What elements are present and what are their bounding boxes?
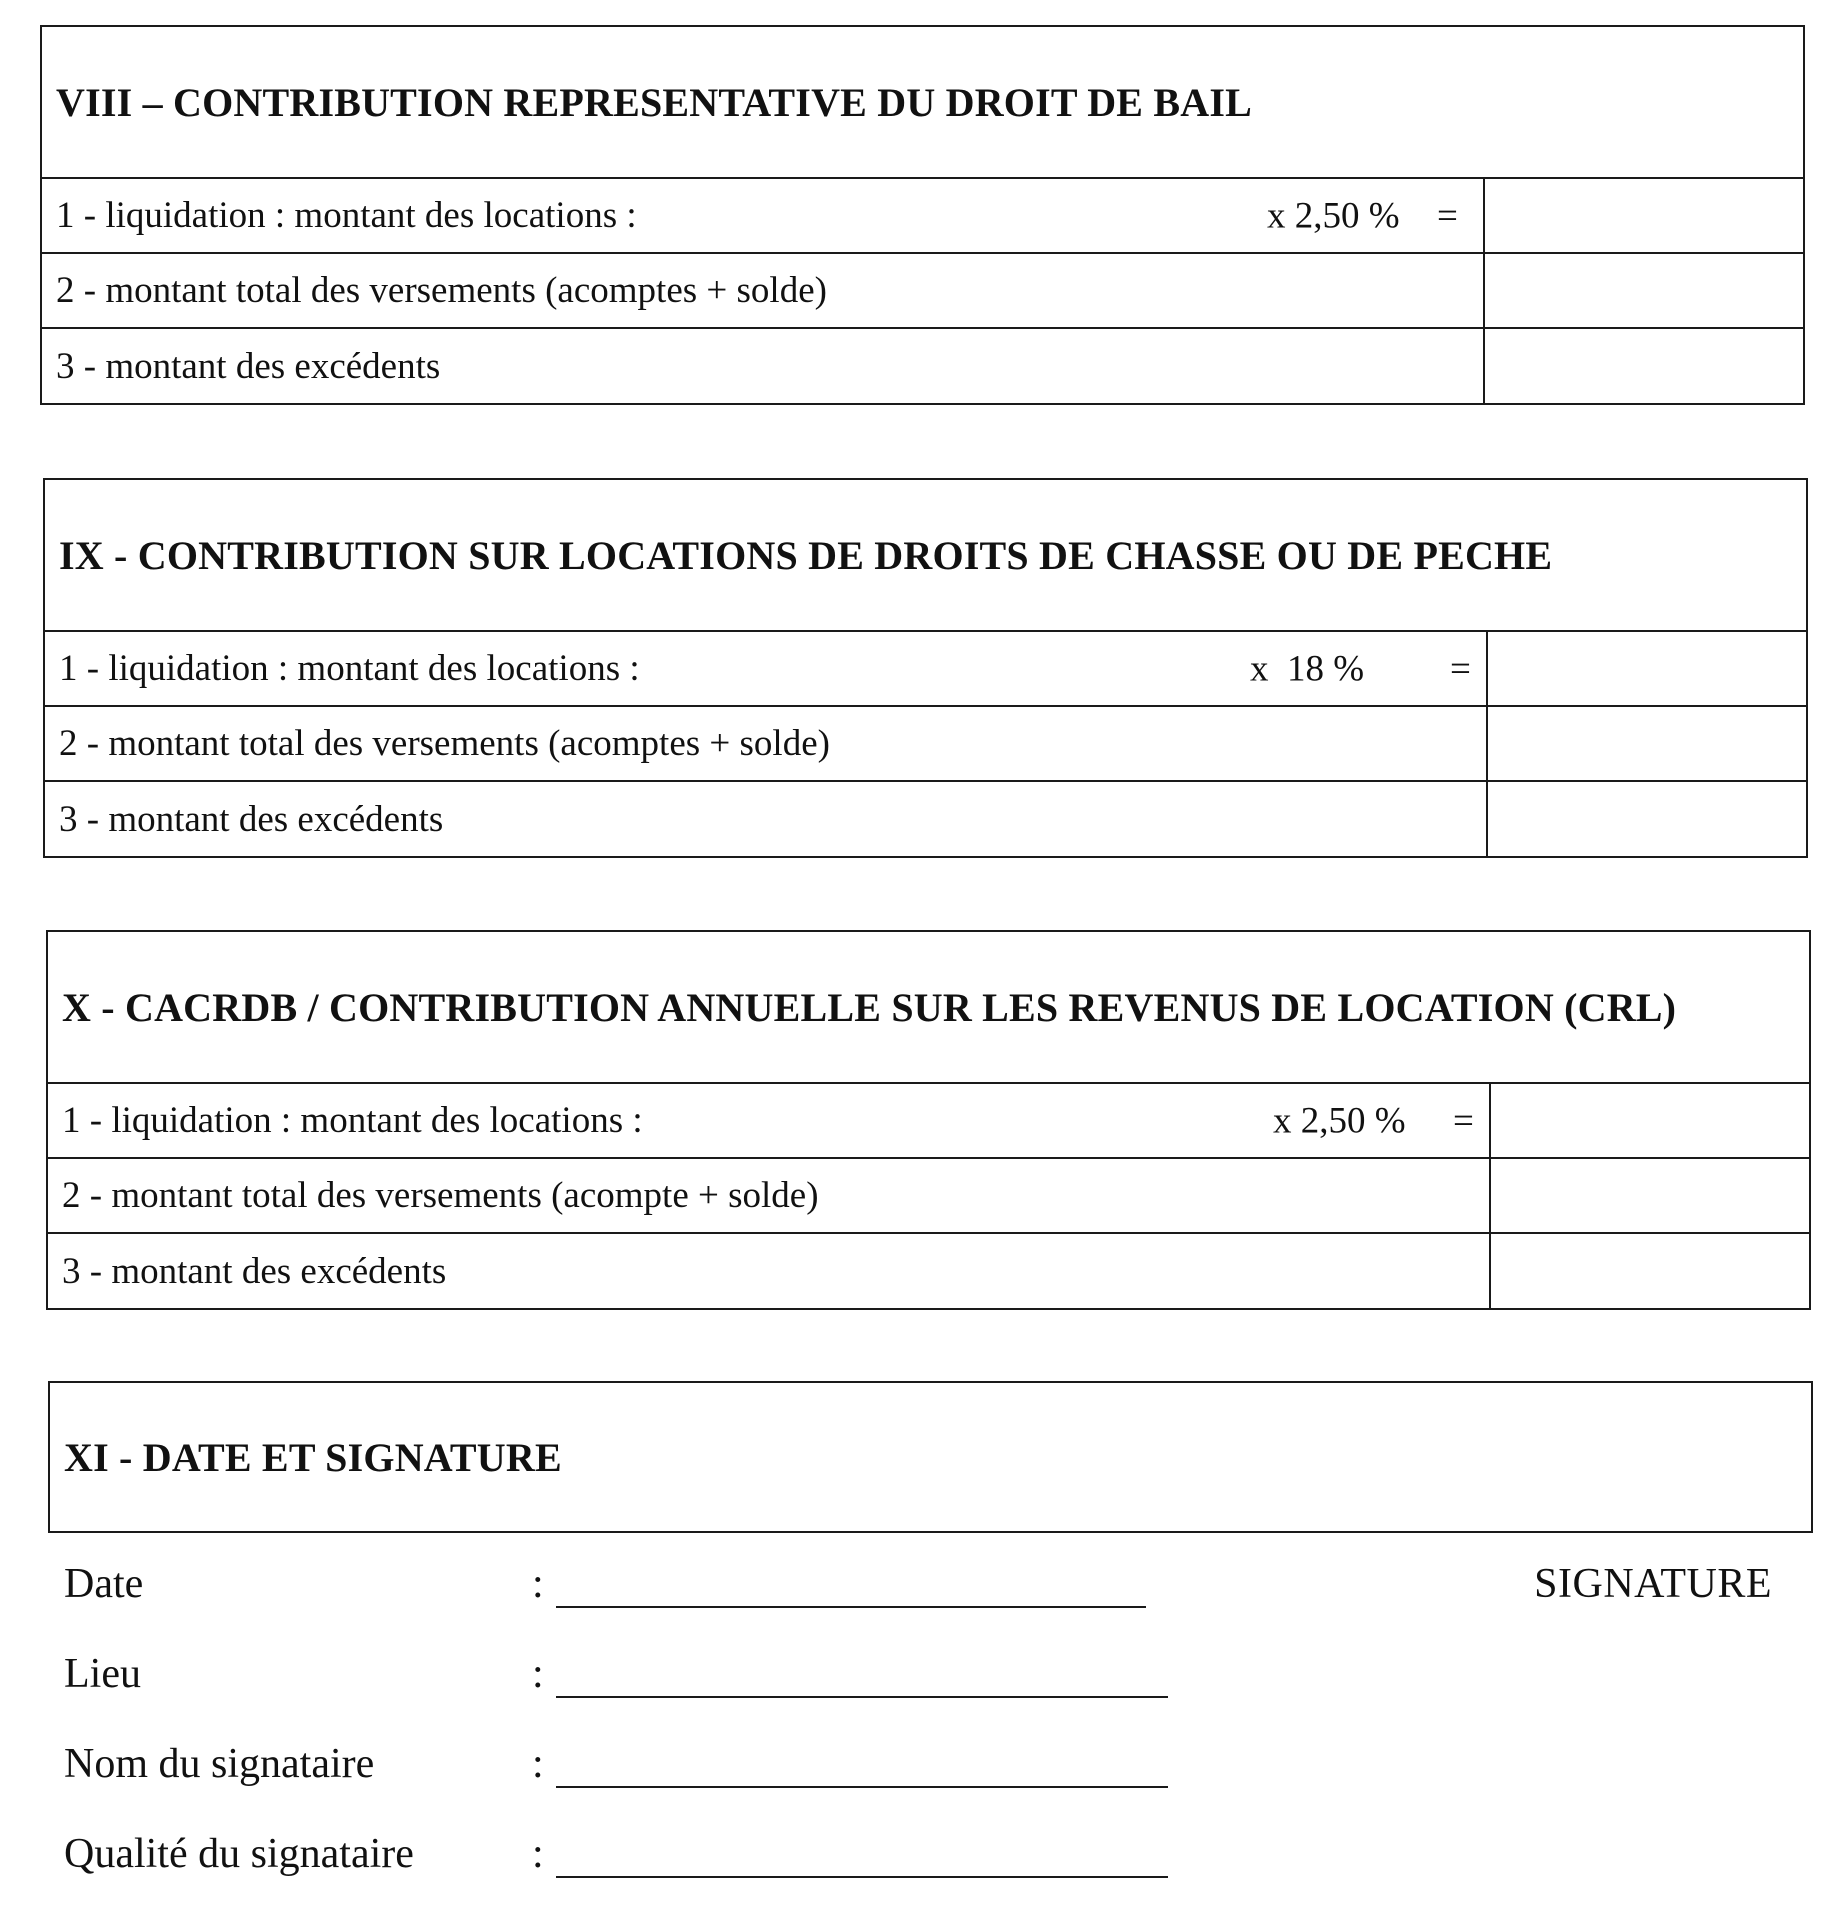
signatory-quality-label: Qualité du signataire [64, 1831, 414, 1877]
row-label: 1 - liquidation : montant des locations : [59, 648, 640, 689]
lieu-input-line[interactable] [556, 1696, 1168, 1698]
row-label: 1 - liquidation : montant des locations : [56, 195, 637, 236]
section-title: X - CACRDB / CONTRIBUTION ANNUELLE SUR LES REVENUS DE LOCATION (CRL) [48, 932, 1809, 1084]
amount-field[interactable] [1491, 1159, 1809, 1232]
lieu-label: Lieu [64, 1651, 141, 1697]
amount-field[interactable] [1488, 632, 1806, 705]
section-xi [48, 1381, 1813, 1533]
section-ix [43, 478, 1808, 858]
table-row [42, 179, 1803, 254]
table-row [42, 254, 1803, 329]
table-row [45, 632, 1806, 707]
signatory-name-label: Nom du signataire [64, 1741, 375, 1787]
table-row [48, 1159, 1809, 1234]
section-title: VIII – CONTRIBUTION REPRESENTATIVE DU DROIT DE BAIL [42, 27, 1803, 179]
lieu-field-row [64, 1650, 1264, 1710]
signatory-quality-field-row [64, 1830, 1264, 1890]
signatory-name-input-line[interactable] [556, 1786, 1168, 1788]
equals-sign: = [1450, 648, 1471, 689]
amount-field[interactable] [1491, 1084, 1809, 1157]
row-label: 3 - montant des excédents [56, 346, 441, 387]
amount-field[interactable] [1488, 782, 1806, 857]
row-label: 2 - montant total des versements (acompte + solde) [62, 1175, 819, 1216]
amount-field[interactable] [1485, 329, 1803, 404]
signature-title: SIGNATURE [1534, 1561, 1772, 1607]
row-label: 2 - montant total des versements (acomptes + solde) [59, 723, 830, 764]
table-row [48, 1084, 1809, 1159]
amount-field[interactable] [1485, 179, 1803, 252]
signatory-name-field-row [64, 1740, 1264, 1800]
field-colon: : [532, 1831, 544, 1877]
table-row [45, 707, 1806, 782]
table-row [42, 329, 1803, 404]
rate-label: x 2,50 % [1273, 1100, 1406, 1141]
equals-sign: = [1453, 1100, 1474, 1141]
date-field-row [64, 1560, 1264, 1620]
section-x [46, 930, 1811, 1310]
field-colon: : [532, 1561, 544, 1607]
signature-area [48, 1560, 1808, 1900]
row-label: 1 - liquidation : montant des locations : [62, 1100, 643, 1141]
date-label: Date [64, 1561, 144, 1607]
date-input-line[interactable] [556, 1606, 1146, 1608]
rate-label: x 2,50 % [1267, 195, 1400, 236]
rate-label: x 18 % [1250, 648, 1365, 689]
amount-field[interactable] [1491, 1234, 1809, 1309]
section-title: IX - CONTRIBUTION SUR LOCATIONS DE DROITS DE CHASSE OU DE PECHE [45, 480, 1806, 632]
row-label: 3 - montant des excédents [59, 799, 444, 840]
signatory-quality-input-line[interactable] [556, 1876, 1168, 1878]
section-title: XI - DATE ET SIGNATURE [64, 1434, 562, 1480]
row-label: 2 - montant total des versements (acomptes + solde) [56, 270, 827, 311]
amount-field[interactable] [1485, 254, 1803, 327]
table-row [48, 1234, 1809, 1309]
field-colon: : [532, 1651, 544, 1697]
amount-field[interactable] [1488, 707, 1806, 780]
field-colon: : [532, 1741, 544, 1787]
table-row [45, 782, 1806, 857]
section-viii [40, 25, 1805, 405]
row-label: 3 - montant des excédents [62, 1251, 447, 1292]
equals-sign: = [1437, 195, 1458, 236]
